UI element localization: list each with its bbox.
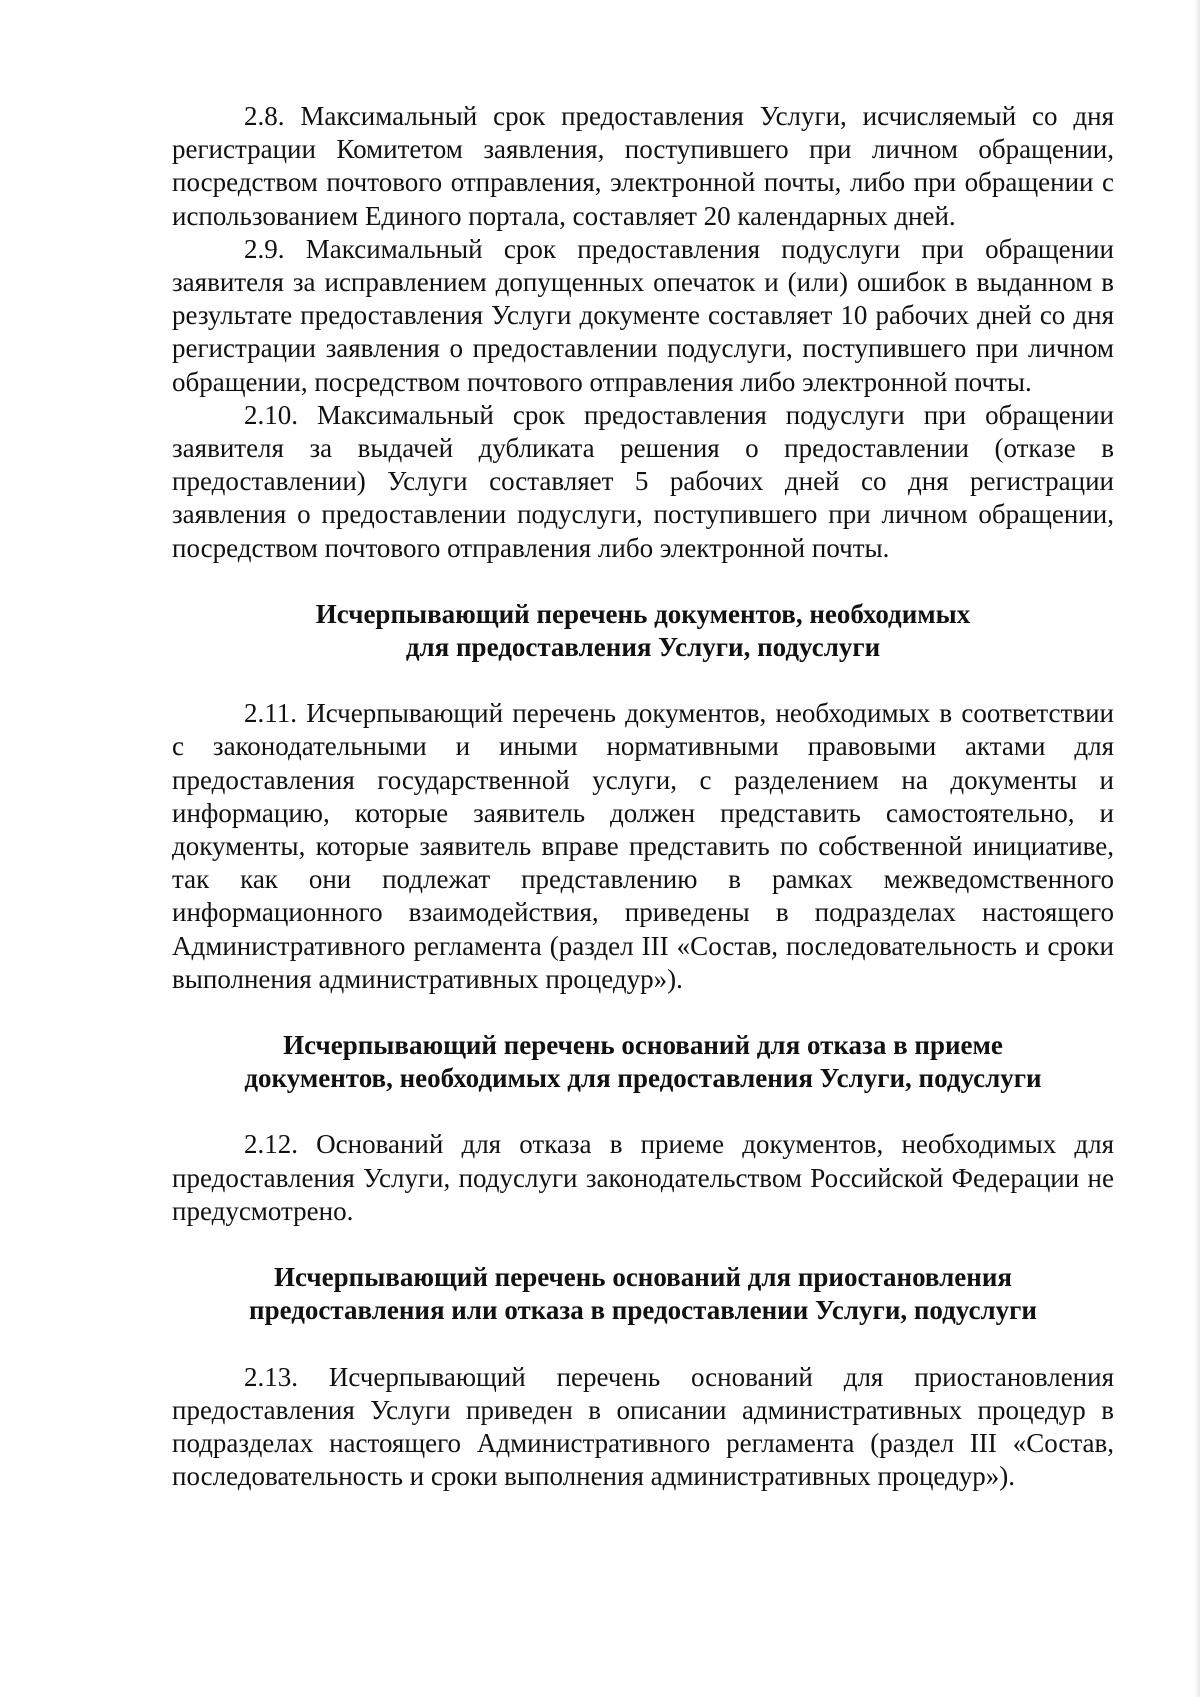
heading-line: документов, необходимых для предоставления Услуги, подуслуги (244, 1063, 1042, 1094)
spacer (172, 1228, 1114, 1261)
paragraph-2-10: 2.10. Максимальный срок предоставления подуслуги при обращении заявителя за выдачей дубликата решения о предоставлении (отказе в предоставлении) Услуги составляет 5 рабочих дней со дня регистрации заявления о предоставлении подуслуги, поступившего при личном обращении, посредством почтового отправления либо электронной почты. (172, 399, 1114, 563)
document-body (172, 100, 1114, 1493)
heading-line: для предоставления Услуги, подуслуги (405, 632, 881, 663)
heading-line: Исчерпывающий перечень оснований для приостановления (273, 1262, 1013, 1293)
paragraph-2-9: 2.9. Максимальный срок предоставления подуслуги при обращении заявителя за исправлением допущенных опечаток и (или) ошибок в выданном в результате предоставления Услуги документе составляет 10 рабочих дней со дня регистрации заявления о предоставлении подуслуги, поступившего при личном обращении, посредством почтового отправления либо электронной почты. (172, 233, 1114, 397)
heading-line: предоставления или отказа в предоставлении Услуги, подуслуги (249, 1295, 1037, 1326)
section-heading-documents-list (172, 598, 1114, 664)
spacer (172, 1095, 1114, 1128)
page-edge-shadow (1194, 0, 1200, 1697)
section-heading-refusal-grounds (172, 1029, 1114, 1095)
spacer (172, 1328, 1114, 1361)
spacer (172, 664, 1114, 697)
spacer (172, 565, 1114, 598)
heading-line: Исчерпывающий перечень документов, необходимых (315, 598, 971, 629)
paragraph-2-11: 2.11. Исчерпывающий перечень документов, необходимых в соответствии с законодательными и иными нормативными правовыми актами для предоставления государственной услуги, с разделением на документы и информацию, которые заявитель должен представить самостоятельно, и документы, которые заявитель вправе представить по собственной инициативе, так как они подлежат представлению в рамках межведомственного информационного взаимодействия, приведены в подразделах настоящего Административного регламента (раздел III «Состав, последовательность и сроки выполнения административных процедур»). (172, 698, 1114, 994)
heading-line: Исчерпывающий перечень оснований для отказа в приеме (283, 1030, 1003, 1061)
paragraph-2-13: 2.13. Исчерпывающий перечень оснований для приостановления предоставления Услуги приведен в описании административных процедур в подразделах настоящего Административного регламента (раздел III «Состав, последовательность и сроки выполнения административных процедур»). (172, 1361, 1114, 1492)
paragraph-2-12: 2.12. Оснований для отказа в приеме документов, необходимых для предоставления Услуги, подуслуги законодательством Российской Федерации не предусмотрено. (172, 1129, 1114, 1226)
spacer (172, 996, 1114, 1029)
paragraph-2-8: 2.8. Максимальный срок предоставления Услуги, исчисляемый со дня регистрации Комитетом заявления, поступившего при личном обращении, посредством почтового отправления, электронной почты, либо при обращении с использованием Единого портала, составляет 20 календарных дней. (172, 101, 1114, 231)
section-heading-suspension-grounds (172, 1261, 1114, 1327)
